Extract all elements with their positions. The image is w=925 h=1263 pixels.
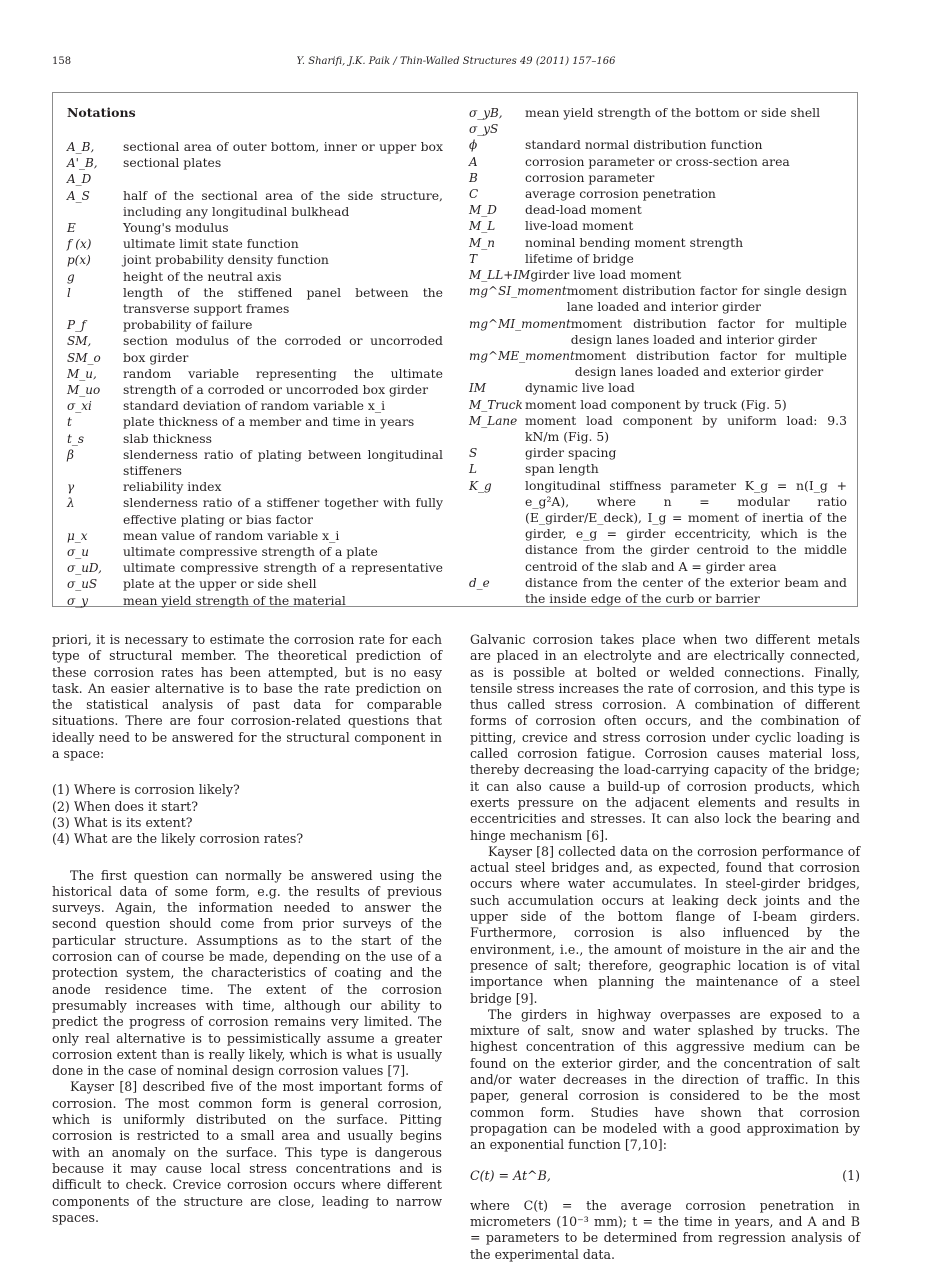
notation-row: [469, 413, 847, 445]
notation-symbol: M_LL+IM: [469, 268, 531, 283]
notation-definition: slab thickness: [123, 430, 212, 446]
notation-definition: ultimate limit state function: [123, 236, 299, 252]
notation-symbol: mg^MI_moment: [469, 316, 571, 331]
notation-row: [67, 220, 443, 236]
notation-definition: dynamic live load: [525, 380, 635, 396]
notations-box: [52, 92, 858, 607]
notation-row: [67, 544, 443, 560]
notation-row: [67, 252, 443, 268]
notation-row: [67, 528, 443, 544]
notation-definition: sectional area of outer bottom, inner or upper box sectional plates: [123, 139, 443, 171]
notation-definition: probability of failure: [123, 317, 253, 333]
paragraph: where C(t) = the average corrosion penetration in micrometers (10⁻³ mm); t = the time in years, and A and B = parameters to be determined from regression analysis of the experimental data.: [470, 1197, 860, 1262]
list-item: (3) What is its extent?: [52, 814, 193, 830]
notation-symbol: ϕ: [469, 138, 478, 153]
notation-row: [469, 283, 847, 315]
notation-row: [469, 235, 847, 251]
notation-definition: dead-load moment: [525, 202, 642, 218]
notation-symbol: p(x): [67, 253, 91, 268]
notation-definition: moment distribution factor for multiple design lanes loaded and exterior girder: [574, 348, 847, 380]
notation-row: [67, 560, 443, 592]
notation-symbol: γ: [67, 480, 75, 495]
equation: [470, 1168, 860, 1184]
running-head: Y. Sharifi, J.K. Paik / Thin-Walled Structures 49 (2011) 157–166: [296, 56, 616, 67]
notation-symbol: E: [67, 221, 76, 236]
notation-symbol: M_n: [469, 235, 496, 250]
notation-symbol: A: [469, 154, 478, 169]
paragraph: priori, it is necessary to estimate the corrosion rate for each type of structural member. The theoretical prediction of these corrosion rates has been attempted, but is no easy task. An easier alternative is to base the rate prediction on the statistical analysis of past data for comparable situations. There are four corrosion-related questions that ideally need to be answered for the structural component in a space:: [52, 632, 442, 762]
notation-row: [469, 397, 847, 413]
notation-row: [67, 236, 443, 252]
notation-row: [67, 447, 443, 479]
notation-row: [469, 316, 847, 348]
notation-symbol: M_D: [469, 203, 497, 218]
notation-symbol: C: [469, 187, 479, 202]
notation-row: [67, 398, 443, 414]
notation-symbol: β: [67, 447, 74, 462]
notation-definition: moment distribution factor for multiple design lanes loaded and interior girder: [570, 315, 847, 347]
notation-definition: standard normal distribution function: [525, 137, 763, 153]
notation-definition: lifetime of bridge: [525, 250, 634, 266]
notation-definition: mean yield strength of the material: [123, 592, 346, 608]
notation-symbol: σ_uD, σ_uS: [67, 561, 102, 592]
notation-row: [469, 575, 847, 607]
paragraph: The first question can normally be answered using the historical data of some form, e.g. the results of previous surveys. Again, the information needed to answer the second question should come from prior surveys of the particular structure. Assumptions as to the start of the corrosion can of course be made, depending on the use of a protection system, the characteristics of coating and the anode residence time. The extent of the corrosion presumably increases with time, although our ability to predict the progress of corrosion remains very limited. The only real alternative is to pessimistically assume a greater corrosion extent than is really likely, which is what is usually done in the case of nominal design corrosion values [7].: [52, 867, 442, 1079]
notation-symbol: σ_u: [67, 545, 89, 560]
notation-row: [469, 267, 847, 283]
notation-row: [469, 105, 847, 137]
notation-row: [67, 593, 443, 609]
notation-definition: girder live load moment: [530, 267, 682, 283]
notation-row: [67, 285, 443, 317]
notation-row: [67, 431, 443, 447]
notation-definition: height of the neutral axis: [123, 268, 282, 284]
notation-symbol: T: [469, 251, 478, 266]
notation-row: [469, 251, 847, 267]
notation-row: [469, 137, 847, 153]
notation-symbol: A_B, A'_B, A_D: [67, 140, 98, 187]
notation-symbol: mg^ME_moment: [469, 349, 575, 364]
notation-definition: ultimate compressive strength of a representative plate at the upper or side shell: [123, 560, 443, 592]
notation-definition: mean yield strength of the bottom or side shell: [525, 105, 821, 120]
notation-symbol: M_L: [469, 219, 496, 234]
notation-row: [67, 139, 443, 188]
notation-row: [469, 170, 847, 186]
notation-symbol: K_g: [469, 478, 492, 493]
notation-symbol: σ_y: [67, 593, 88, 608]
notation-row: [67, 188, 443, 220]
paragraph: Kayser [8] collected data on the corrosion performance of actual steel bridges and, as expected, found that corrosion occurs where water accumulates. In steel-girder bridges, such accumulation occurs at leaking deck joints and the upper side of the bottom flange of I-beam girders. Furthermore, corrosion is also influenced by the environment, i.e., the amount of moisture in the air and the presence of salt; therefore, geographic location is of vital importance when planning the maintenance of a steel bridge [9].: [470, 843, 860, 1006]
notation-row: [67, 479, 443, 495]
notation-symbol: l: [67, 285, 71, 300]
notation-symbol: IM: [469, 381, 487, 396]
notation-definition: slenderness ratio of a stiffener together with fully effective plating or bias factor: [123, 495, 443, 527]
paragraph: The girders in highway overpasses are exposed to a mixture of salt, snow and water splashed by trucks. The highest concentration of this aggressive medium can be found on the exterior girder, and the concentration of salt and/or water decreases in the direction of traffic. In this paper, general corrosion is considered to be the most common form. Studies have shown that corrosion propagation can be modeled with a good approximation by an exponential function [7,10]:: [470, 1006, 860, 1153]
notation-row: [469, 186, 847, 202]
notation-definition: girder spacing: [525, 445, 617, 461]
notation-row: [67, 269, 443, 285]
notation-definition: distance from the center of the exterior beam and the inside edge of the curb or barrier: [525, 574, 847, 607]
notation-row: [469, 348, 847, 380]
body-left-column: [52, 632, 442, 1226]
notation-definition: section modulus of the corroded or uncorroded box girder: [123, 333, 443, 365]
notation-definition: mean value of random variable x_i: [123, 527, 340, 543]
notation-definition: live-load moment: [525, 218, 634, 234]
notation-row: [67, 333, 443, 365]
notation-definition: random variable representing the ultimate strength of a corroded or uncorroded box girder: [123, 365, 443, 398]
notation-symbol: f (x): [67, 237, 92, 252]
notations-left-column: [67, 139, 443, 609]
notation-definition: standard deviation of random variable x_i: [123, 398, 386, 414]
paragraph: Kayser [8] described five of the most important forms of corrosion. The most common form is general corrosion, which is uniformly distributed on the surface. Pitting corrosion is restricted to a small area and usually begins with an anomaly on the surface. This type is dangerous because it may cause local stress concentrations and is difficult to check. Crevice corrosion occurs where different components of the structure are close, leading to narrow spaces.: [52, 1079, 442, 1225]
question-list: [52, 782, 442, 847]
list-item: (2) When does it start?: [52, 798, 198, 814]
notation-symbol: σ_xi: [67, 399, 92, 414]
paragraph: Galvanic corrosion takes place when two different metals are placed in an electrolyte and are electrically connected, as is possible at bolted or welded connections. Finally, tensile stress increases the rate of corrosion, and this type is thus called stress corrosion. A combination of different forms of corrosion often occurs, and the combination of pitting, crevice and stress corrosion under cyclic loading is called corrosion fatigue. Corrosion causes material loss, thereby decreasing the load-carrying capacity of the bridge; it can also cause a build-up of corrosion products, which exerts pressure on the adjacent elements and results in eccentricities and stresses. It can also lock the bearing and hinge mechanism [6].: [470, 632, 860, 843]
notation-symbol: P_f: [67, 318, 86, 333]
notation-symbol: S: [469, 446, 478, 461]
notation-definition: reliability index: [123, 479, 222, 495]
list-item: (4) What are the likely corrosion rates?: [52, 831, 304, 847]
page-header: [52, 56, 860, 70]
notation-symbol: d_e: [469, 575, 490, 590]
notation-row: [469, 461, 847, 477]
notation-row: [67, 317, 443, 333]
notation-definition: moment load component by truck (Fig. 5): [525, 396, 787, 412]
notation-symbol: SM, SM_o: [67, 334, 101, 365]
notation-row: [469, 445, 847, 461]
notation-row: [67, 366, 443, 398]
notation-row: [469, 202, 847, 218]
notation-definition: average corrosion penetration: [525, 186, 716, 202]
notation-definition: span length: [525, 461, 599, 477]
notation-symbol: A_S: [67, 188, 90, 203]
list-item: (1) Where is corrosion likely?: [52, 782, 240, 798]
notation-row: [469, 154, 847, 170]
notation-definition: ultimate compressive strength of a plate: [123, 544, 378, 560]
notation-symbol: μ_x: [67, 528, 88, 543]
notation-definition: moment distribution factor for single design lane loaded and interior girder: [566, 283, 847, 315]
notation-symbol: t_s: [67, 431, 84, 446]
notation-row: [67, 414, 443, 430]
notation-definition: nominal bending moment strength: [525, 234, 744, 250]
notation-definition: plate thickness of a member and time in years: [123, 414, 415, 430]
notation-row: [469, 218, 847, 234]
equation-body: C(t) = At^B,: [470, 1167, 551, 1183]
notation-symbol: M_Lane: [469, 413, 518, 428]
notation-symbol: g: [67, 269, 75, 284]
notation-definition: corrosion parameter: [525, 169, 655, 185]
equation-number: (1): [842, 1167, 860, 1183]
notations-title: Notations: [67, 105, 136, 120]
notation-symbol: L: [469, 462, 477, 477]
notation-definition: length of the stiffened panel between the transverse support frames: [123, 284, 443, 317]
notation-symbol: t: [67, 415, 72, 430]
notations-right-column: [469, 105, 847, 607]
body-right-column: [470, 632, 860, 1263]
notation-symbol: M_u, M_uo: [67, 366, 101, 398]
notation-row: [469, 478, 847, 575]
notation-row: [469, 380, 847, 396]
notation-row: [67, 495, 443, 527]
notation-definition: corrosion parameter or cross-section area: [525, 153, 790, 169]
notation-symbol: mg^SI_moment: [469, 284, 567, 299]
notation-symbol: λ: [67, 496, 75, 511]
page-number: 158: [52, 56, 72, 67]
notation-definition: half of the sectional area of the side structure, including any longitudinal bulkhead: [123, 187, 443, 219]
notation-definition: slenderness ratio of plating between longitudinal stiffeners: [123, 446, 443, 479]
notation-symbol: B: [469, 170, 478, 185]
notation-definition: longitudinal stiffness parameter K_g = n(I_g + e_g²A), where n = modular ratio (E_girder/E_deck), I_g = moment of inertia of the girder, e_g = girder eccentricity, which is the distance from the girder centroid to the middle centroid of the slab and A = girder area: [525, 477, 847, 574]
notation-symbol: σ_yB, σ_yS: [469, 106, 503, 137]
notation-definition: joint probability density function: [123, 252, 329, 268]
notation-symbol: M_Truck: [469, 397, 523, 412]
notation-definition: moment load component by uniform load: 9.3 kN/m (Fig. 5): [525, 412, 847, 445]
notation-definition: Young's modulus: [123, 220, 229, 236]
